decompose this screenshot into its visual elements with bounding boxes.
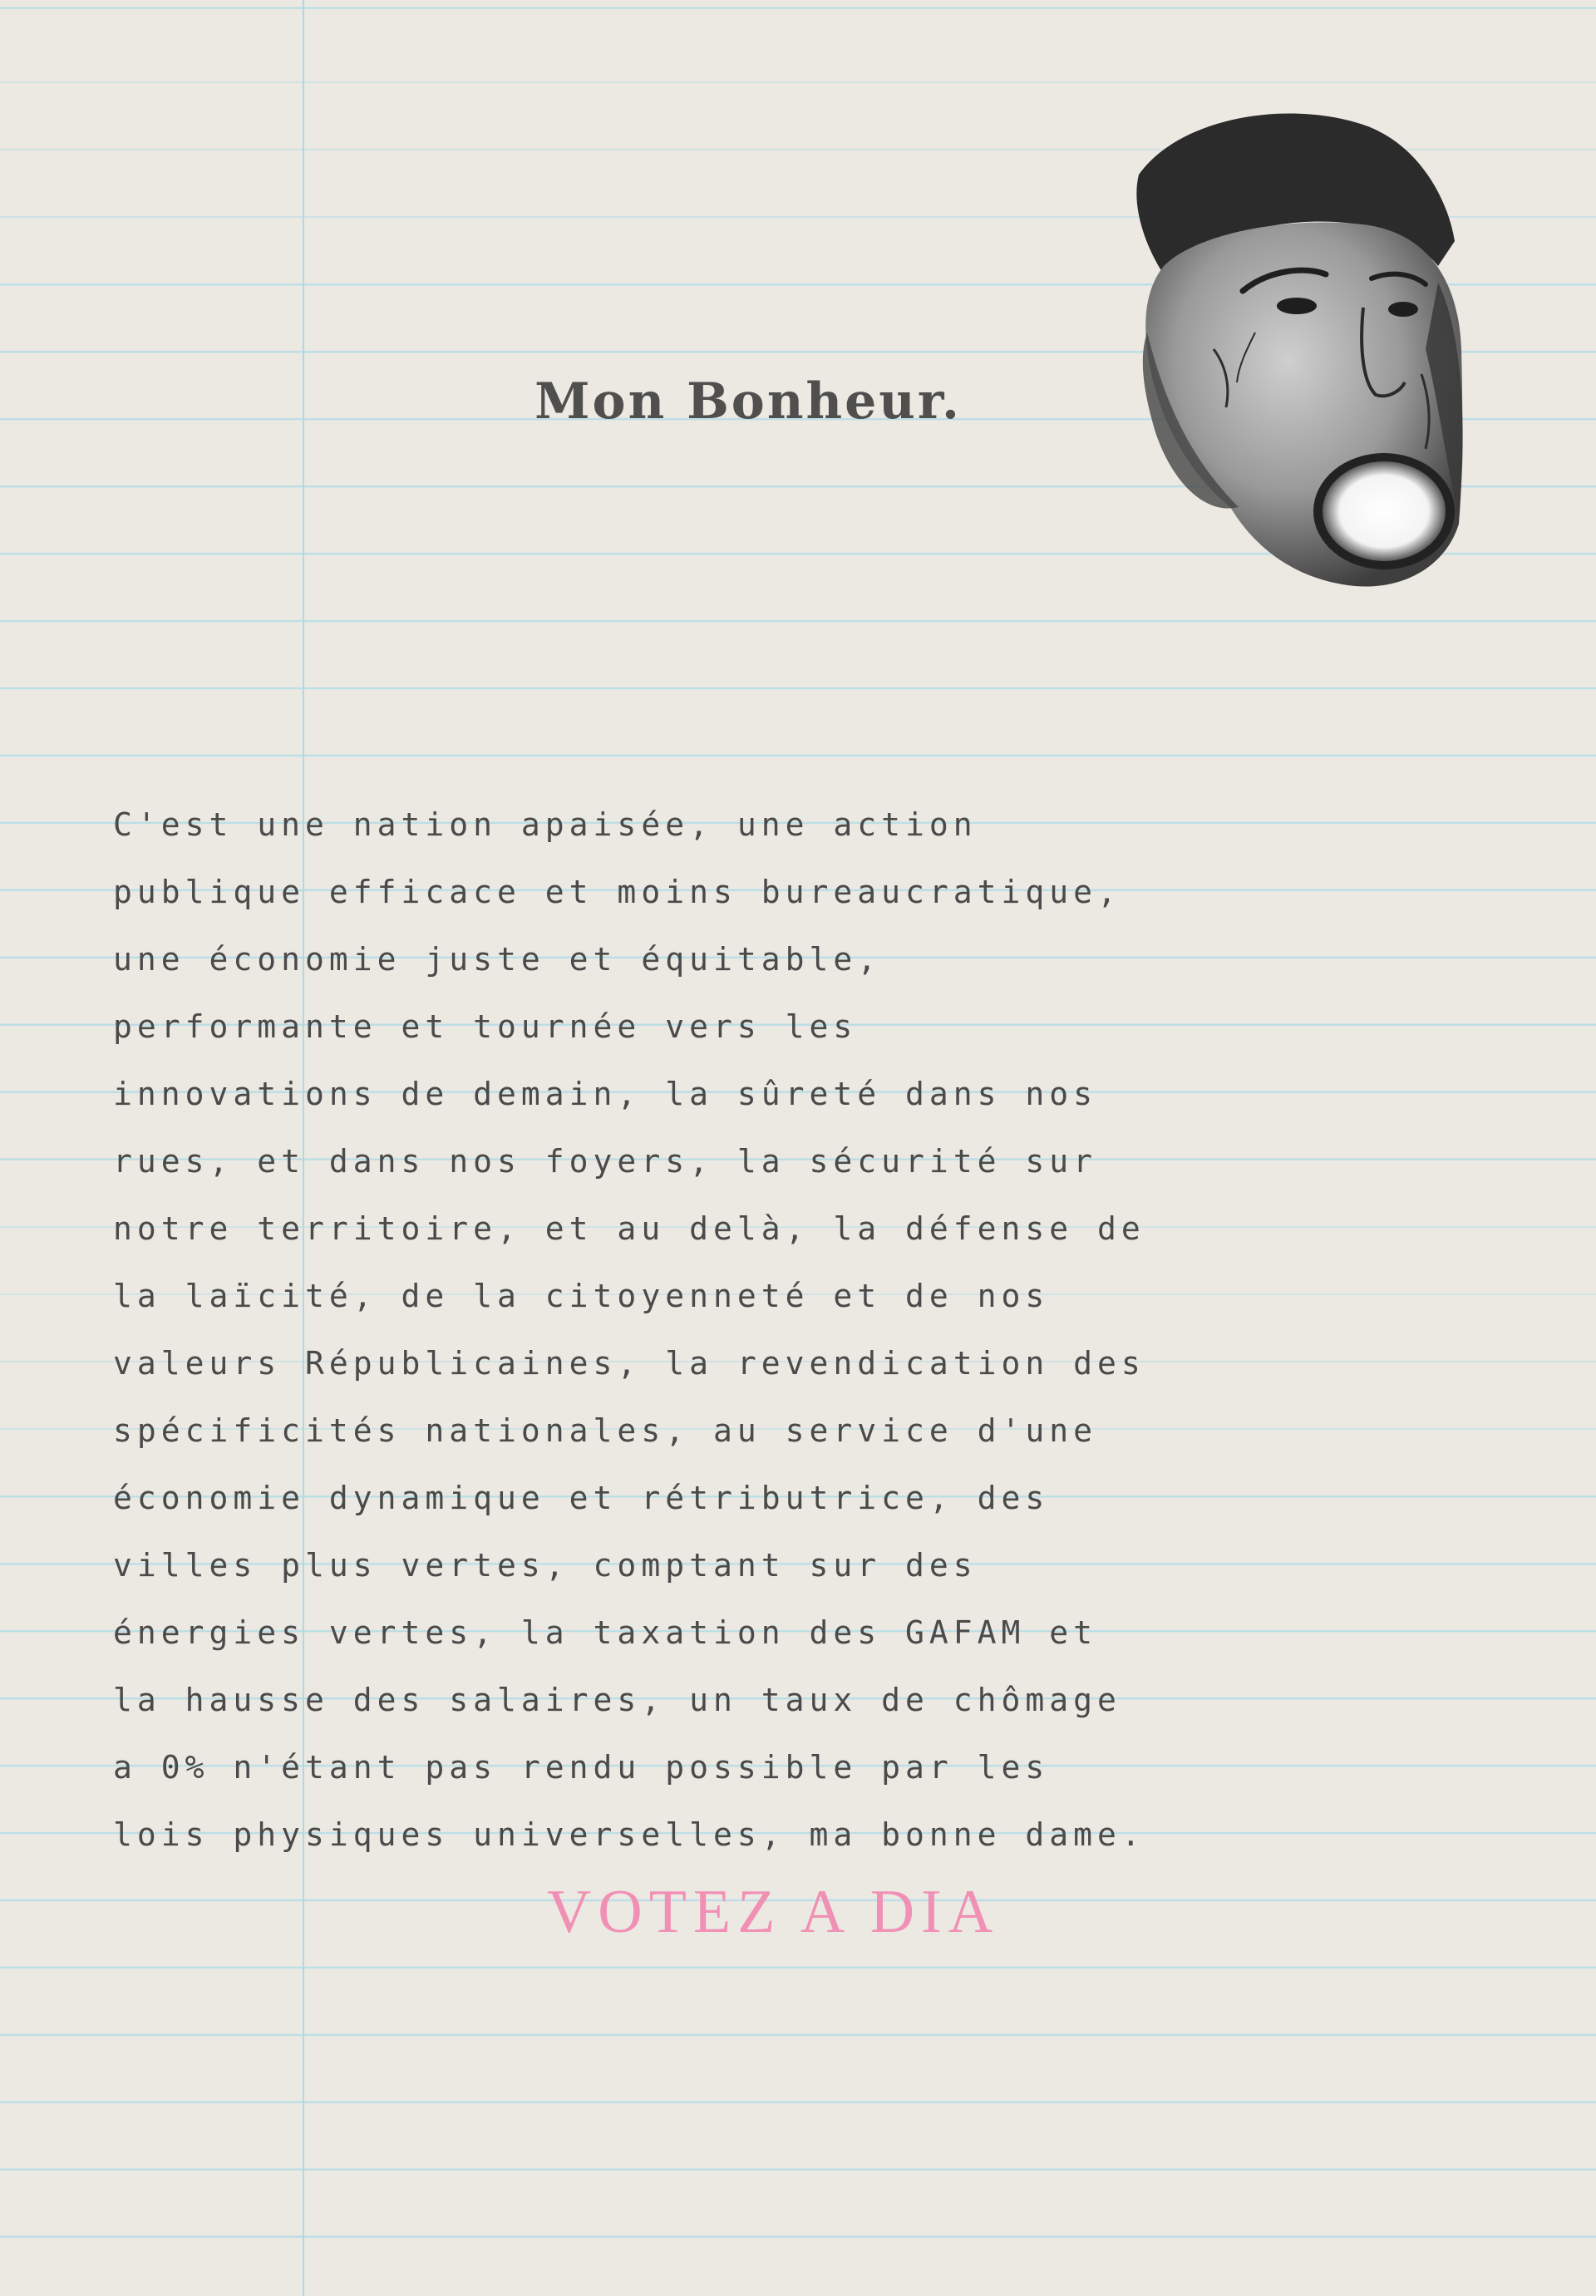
poster-title: Mon Bonheur. — [534, 372, 962, 431]
shouting-face-illustration-icon — [1089, 100, 1480, 599]
body-paragraph: C'est une nation apaisée, une action publique efficace et moins bureaucratique, une économie juste et équitable, performante et tournée vers les innovations de demain, la sûreté dans nos rues, et dans nos foyers, la sécurité sur notre territoire, et au delà, la défense de la laïcité, de la citoyenneté et de nos valeurs Républicaines, la revendication des spécificités nationales, au service d'une économie dynamique et rétributrice, des villes plus vertes, comptant sur des énergies vertes, la taxation des GAFAM et la hausse des salaires, un taux de chômage a 0% n'étant pas rendu possible par les lois physiques universelles, ma bonne dame. — [113, 806, 1145, 1853]
vote-slogan: VOTEZ A DIA — [546, 1878, 1000, 1946]
